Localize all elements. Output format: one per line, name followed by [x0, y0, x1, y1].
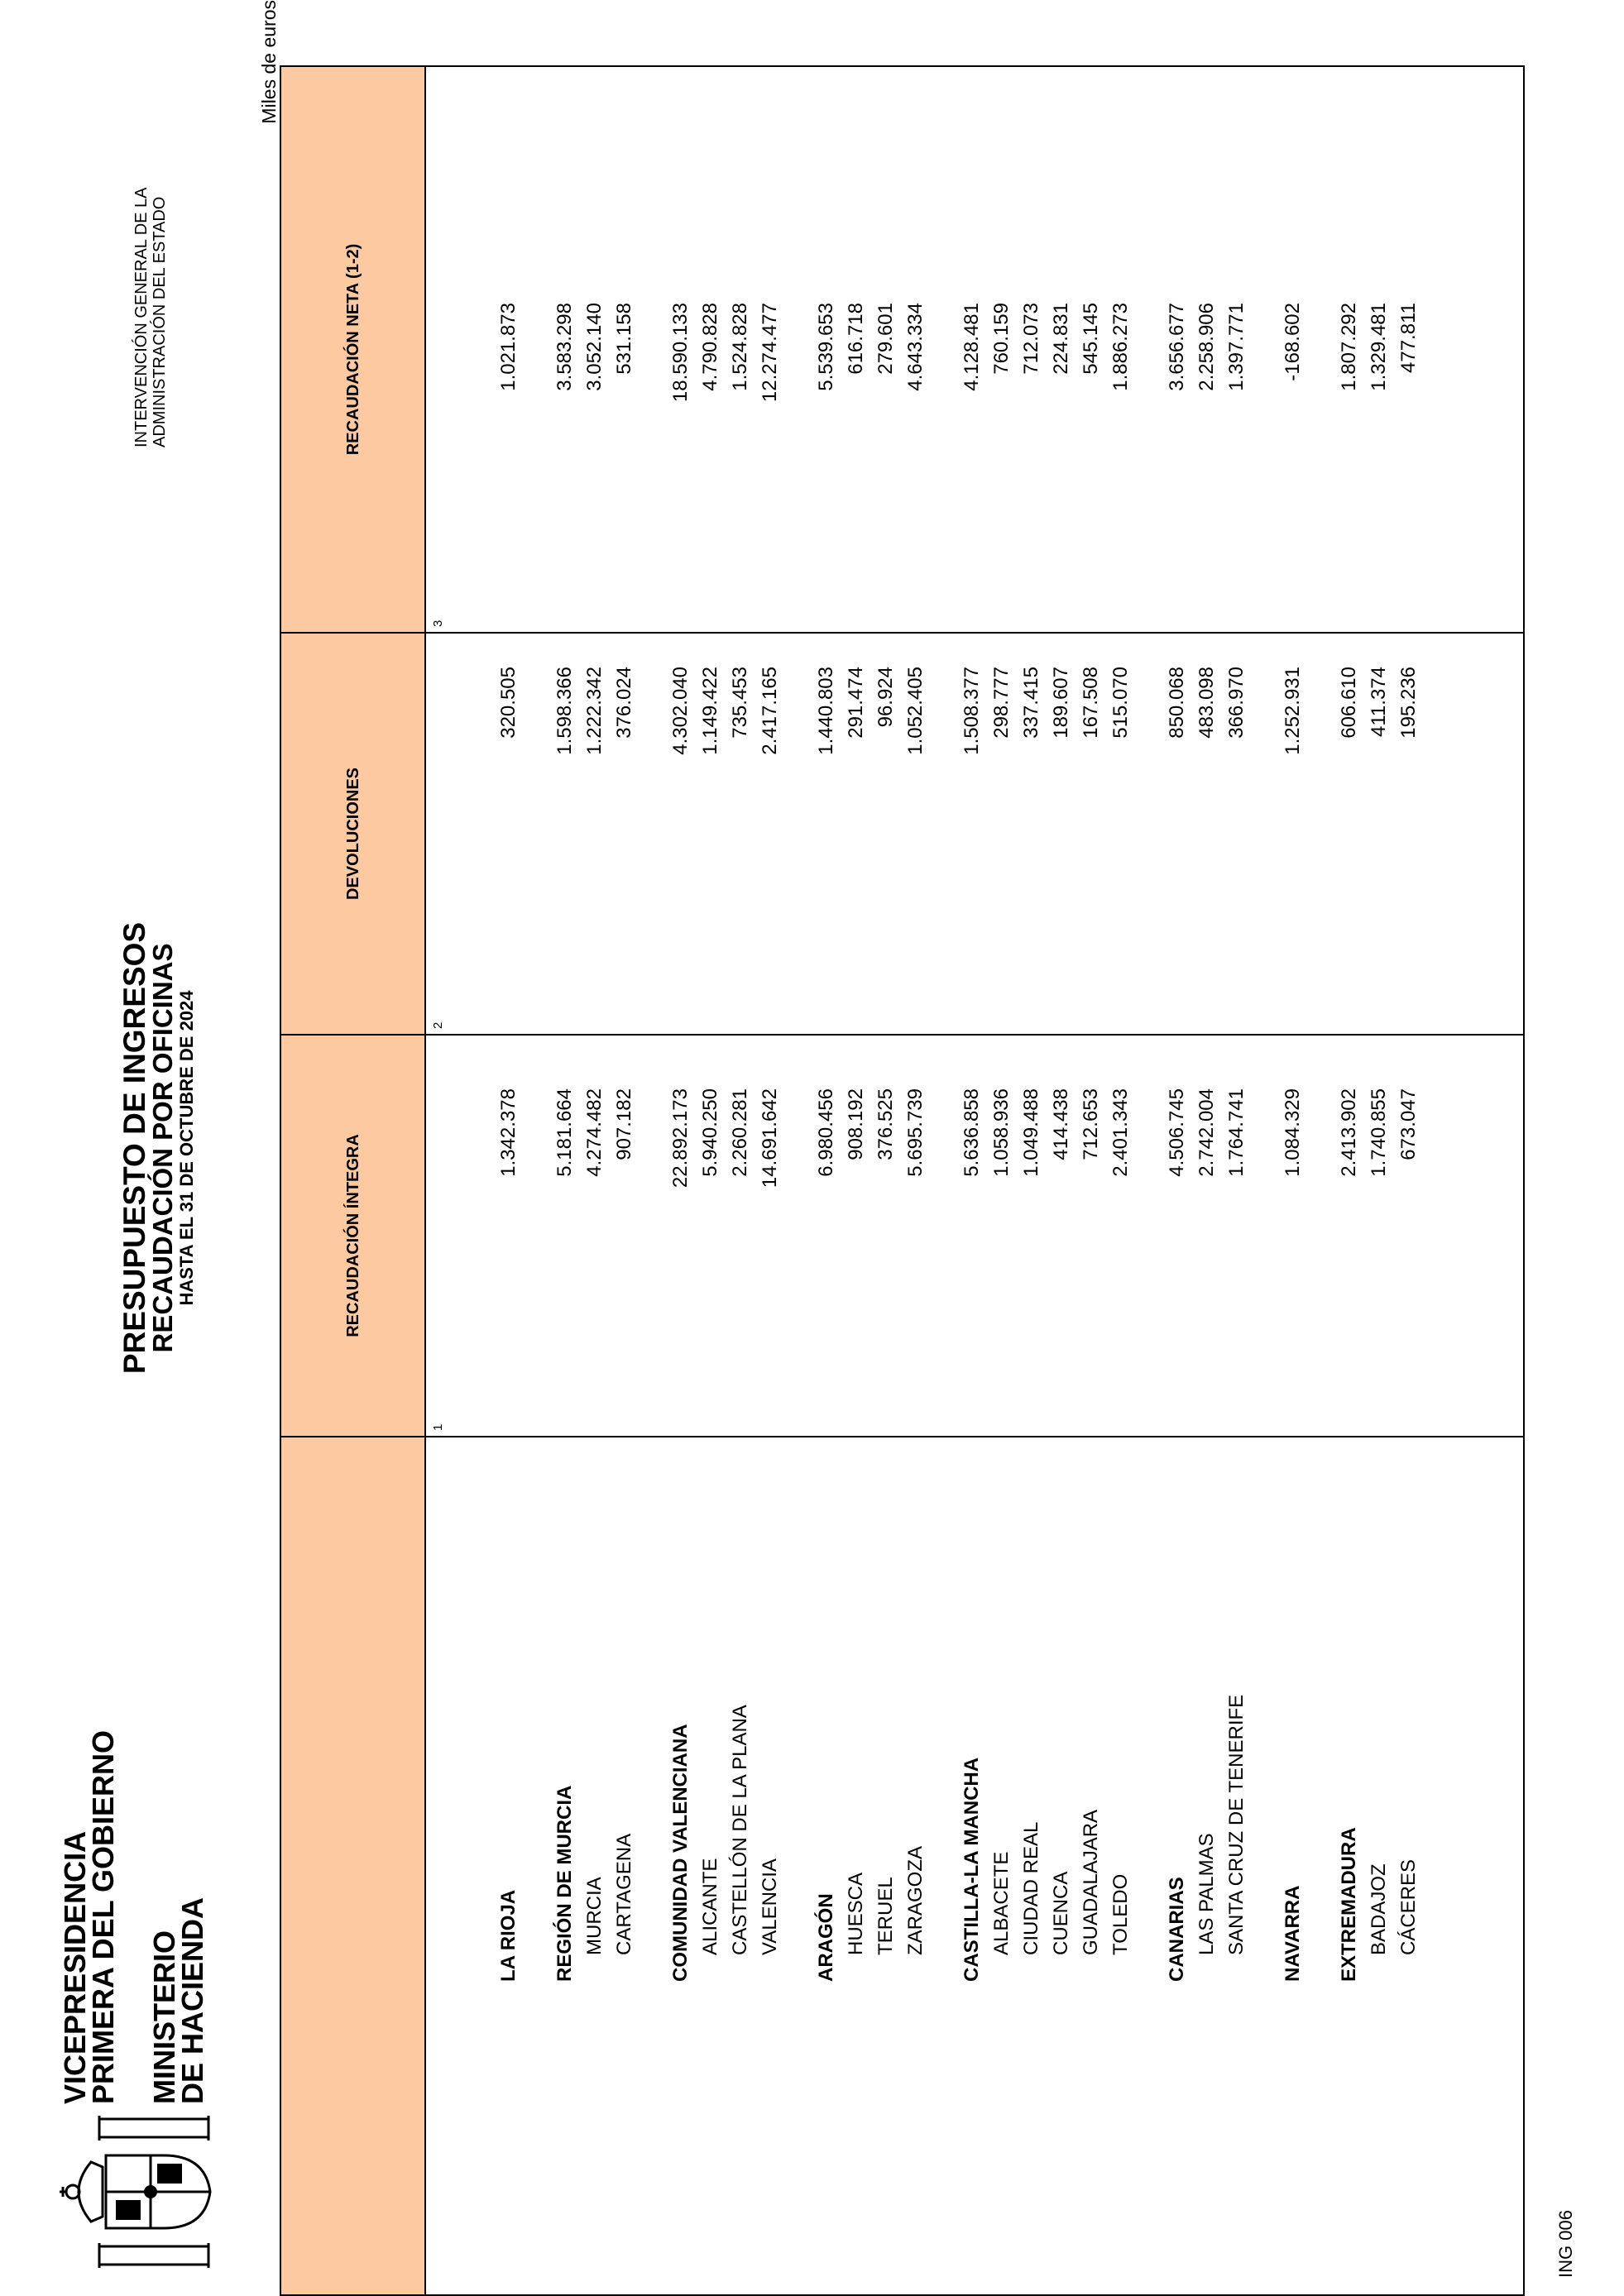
document-subtitle: RECAUDACIÓN POR OFICINAS	[147, 943, 178, 1353]
row-label: CASTILLA-LA MANCHA	[961, 1757, 983, 1982]
cell-neta: 18.590.133	[669, 303, 692, 403]
table-row	[580, 65, 610, 2296]
cell-devoluciones: 606.610	[1338, 667, 1360, 739]
cell-neta: -168.602	[1281, 303, 1304, 381]
cell-neta: 4.128.481	[961, 303, 983, 391]
column-title-integra: RECAUDACIÓN ÍNTEGRA	[344, 1134, 362, 1337]
document-title: PRESUPUESTO DE INGRESOS	[117, 921, 151, 1375]
row-label: CASTELLÓN DE LA PLANA	[729, 1705, 751, 1955]
cell-integra: 907.182	[613, 1088, 635, 1160]
column-title-neta: RECAUDACIÓN NETA (1-2)	[344, 243, 362, 456]
cell-devoluciones: 1.222.342	[583, 667, 606, 755]
cell-devoluciones: 189.607	[1050, 667, 1072, 739]
gov-line-1: VICEPRESIDENCIA	[58, 1830, 92, 2104]
cell-integra: 1.342.378	[497, 1088, 520, 1177]
table-row	[1192, 65, 1222, 2296]
document-date: HASTA EL 31 DE OCTUBRE DE 2024	[176, 990, 197, 1306]
cell-neta: 1.807.292	[1338, 303, 1360, 391]
cell-integra: 4.506.745	[1166, 1088, 1188, 1177]
cell-integra: 5.940.250	[699, 1088, 721, 1177]
cell-neta: 3.583.298	[553, 303, 576, 391]
cell-devoluciones: 1.252.931	[1281, 667, 1304, 755]
cell-devoluciones: 1.508.377	[961, 667, 983, 755]
gov-line-2: PRIMERA DEL GOBIERNO	[86, 1729, 120, 2104]
cell-devoluciones: 483.098	[1195, 667, 1218, 739]
cell-devoluciones: 1.052.405	[904, 667, 927, 755]
cell-integra: 6.980.456	[815, 1088, 837, 1177]
cell-integra: 1.740.855	[1368, 1088, 1390, 1177]
row-label: CUENCA	[1050, 1871, 1072, 1955]
table-row	[610, 65, 640, 2296]
table-row-group	[1162, 65, 1192, 2296]
cell-devoluciones: 515.070	[1109, 667, 1132, 739]
cell-integra: 376.525	[874, 1088, 897, 1160]
cell-integra: 5.636.858	[961, 1088, 983, 1177]
cell-devoluciones: 337.415	[1020, 667, 1042, 739]
table-row-group	[494, 65, 524, 2296]
document-code: ING 006	[1555, 2210, 1576, 2278]
table-row-group	[1278, 65, 1308, 2296]
cell-devoluciones: 1.149.422	[699, 667, 721, 755]
cell-neta: 1.329.481	[1368, 303, 1390, 391]
row-label: REGIÓN DE MURCIA	[553, 1785, 576, 1982]
cell-integra: 22.892.173	[669, 1088, 692, 1189]
table-row-group	[666, 65, 696, 2296]
cell-neta: 712.073	[1020, 303, 1042, 375]
row-label: CIUDAD REAL	[1020, 1821, 1042, 1955]
cell-integra: 414.438	[1050, 1088, 1072, 1160]
row-label: ALBACETE	[990, 1851, 1013, 1955]
cell-integra: 2.742.004	[1195, 1088, 1218, 1177]
table-row	[1106, 65, 1136, 2296]
row-label: ALICANTE	[699, 1858, 721, 1955]
row-label: VALENCIA	[759, 1858, 781, 1955]
row-label: BADAJOZ	[1368, 1863, 1390, 1955]
row-label: ARAGÓN	[815, 1893, 837, 1982]
cell-devoluciones: 735.453	[729, 667, 751, 739]
cell-neta: 545.145	[1080, 303, 1102, 375]
cell-neta: 3.656.677	[1166, 303, 1188, 391]
cell-devoluciones: 376.024	[613, 667, 635, 739]
cell-integra: 2.260.281	[729, 1088, 751, 1177]
cell-neta: 3.052.140	[583, 303, 606, 391]
cell-integra: 5.695.739	[904, 1088, 927, 1177]
column-number-1: 1	[431, 1423, 445, 1431]
column-title-devoluciones: DEVOLUCIONES	[344, 767, 362, 901]
table-row	[987, 65, 1017, 2296]
cell-integra: 908.192	[845, 1088, 867, 1160]
row-label: CANARIAS	[1166, 1877, 1188, 1982]
iga-line-2: ADMINISTRACIÓN DEL ESTADO	[151, 196, 169, 447]
table-row-group	[1334, 65, 1364, 2296]
cell-devoluciones: 195.236	[1397, 667, 1420, 739]
table-row	[1076, 65, 1106, 2296]
cell-devoluciones: 167.508	[1080, 667, 1102, 739]
iga-line-1: INTERVENCIÓN GENERAL DE LA	[132, 187, 151, 447]
row-label: LAS PALMAS	[1195, 1833, 1218, 1955]
cell-neta: 4.643.334	[904, 303, 927, 391]
row-label: HUESCA	[845, 1872, 867, 1955]
cell-integra: 2.401.343	[1109, 1088, 1132, 1177]
cell-devoluciones: 4.302.040	[669, 667, 692, 755]
cell-neta: 477.811	[1397, 303, 1420, 373]
row-label: CARTAGENA	[613, 1833, 635, 1955]
table-row	[871, 65, 901, 2296]
units-label: Miles de euros	[258, 0, 280, 124]
cell-neta: 279.601	[874, 303, 897, 375]
cell-devoluciones: 2.417.165	[759, 667, 781, 755]
column-number-3: 3	[431, 619, 445, 627]
cell-neta: 12.274.477	[759, 303, 781, 403]
row-label: SANTA CRUZ DE TENERIFE	[1225, 1694, 1248, 1955]
cell-neta: 1.397.771	[1225, 303, 1248, 391]
cell-neta: 2.258.906	[1195, 303, 1218, 391]
cell-integra: 1.084.329	[1281, 1088, 1304, 1177]
table-row-group	[550, 65, 580, 2296]
cell-devoluciones: 1.440.803	[815, 667, 837, 755]
cell-devoluciones: 1.598.366	[553, 667, 576, 755]
cell-devoluciones: 291.474	[845, 667, 867, 739]
row-label: TOLEDO	[1109, 1873, 1132, 1955]
row-label: LA RIOJA	[497, 1889, 520, 1982]
ministry-line-1: MINISTERIO	[147, 1930, 181, 2104]
table-row-group	[812, 65, 841, 2296]
row-label: GUADALAJARA	[1080, 1809, 1102, 1955]
cell-integra: 2.413.902	[1338, 1088, 1360, 1177]
cell-neta: 760.159	[990, 303, 1013, 375]
cell-integra: 712.653	[1080, 1088, 1102, 1160]
row-label: TERUEL	[874, 1877, 897, 1955]
cell-integra: 673.047	[1397, 1088, 1420, 1160]
cell-neta: 1.021.873	[497, 303, 520, 391]
table-row	[841, 65, 871, 2296]
table-row-group	[957, 65, 987, 2296]
table-row	[1222, 65, 1252, 2296]
cell-neta: 5.539.653	[815, 303, 837, 391]
row-label: ZARAGOZA	[904, 1845, 927, 1955]
table-row	[1394, 65, 1424, 2296]
cell-integra: 4.274.482	[583, 1088, 606, 1177]
cell-integra: 1.764.741	[1225, 1088, 1248, 1177]
row-label: CÁCERES	[1397, 1858, 1420, 1955]
table-row	[1047, 65, 1076, 2296]
cell-devoluciones: 411.374	[1368, 667, 1390, 737]
table-row	[696, 65, 726, 2296]
cell-devoluciones: 850.068	[1166, 667, 1188, 739]
cell-integra: 5.181.664	[553, 1088, 576, 1177]
cell-neta: 224.831	[1050, 303, 1072, 375]
cell-devoluciones: 320.505	[497, 667, 520, 739]
ministry-line-2: DE HACIENDA	[175, 1897, 209, 2104]
table-row	[755, 65, 785, 2296]
table-row	[726, 65, 755, 2296]
header-cell-name	[281, 1437, 426, 2294]
table-row	[901, 65, 931, 2296]
row-label: MURCIA	[583, 1877, 606, 1955]
cell-integra: 1.049.488	[1020, 1088, 1042, 1177]
cell-devoluciones: 96.924	[874, 667, 897, 728]
cell-devoluciones: 298.777	[990, 667, 1013, 739]
cell-neta: 616.718	[845, 303, 867, 375]
row-label: NAVARRA	[1281, 1885, 1304, 1982]
cell-integra: 1.058.936	[990, 1088, 1013, 1177]
cell-neta: 531.158	[613, 303, 635, 375]
row-label: COMUNIDAD VALENCIANA	[669, 1724, 692, 1982]
cell-neta: 1.524.828	[729, 303, 751, 391]
table-row	[1364, 65, 1394, 2296]
row-label: EXTREMADURA	[1338, 1827, 1360, 1982]
cell-devoluciones: 366.970	[1225, 667, 1248, 739]
cell-neta: 1.886.273	[1109, 303, 1132, 391]
column-number-2: 2	[431, 1021, 445, 1029]
cell-neta: 4.790.828	[699, 303, 721, 391]
cell-integra: 14.691.642	[759, 1088, 781, 1189]
table-row	[1017, 65, 1047, 2296]
